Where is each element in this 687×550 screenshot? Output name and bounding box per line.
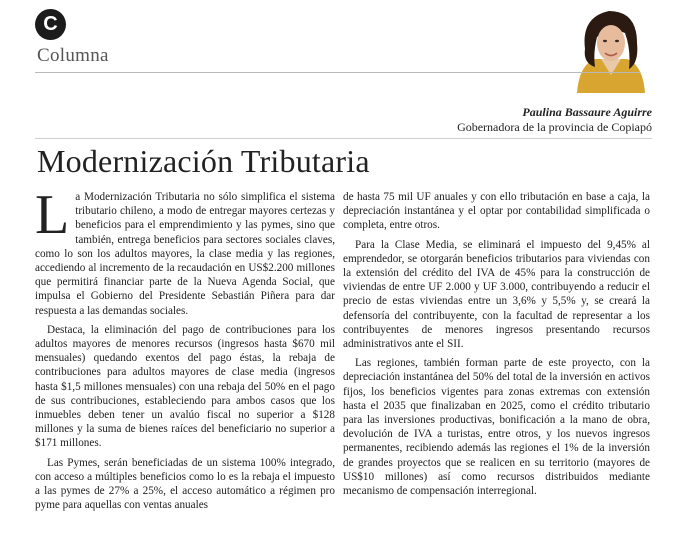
author-photo	[571, 3, 651, 93]
article-paragraph	[35, 184, 335, 318]
article-column-right	[343, 190, 650, 503]
drop-cap: L	[35, 184, 70, 246]
article-paragraph: Para la Clase Media, se eliminará el impuesto del 9,45% al emprendedor, se otorgarán beneficios tributarios para viviendas con la extensión del crédito del IVA de 45% para la construcción de viviendas de entre UF 2.000 y UF 3.000, contribuyendo a reducir el precio de estas viviendas entre un 3,6% y 5,5% y, se creará la defensoría del contribuyente, con la facultad de representar a los contribuyentes de menores ingresos presentando recursos administrativos ante el SII.	[343, 238, 650, 351]
article-column-left	[35, 184, 335, 517]
article-paragraph: Las Pymes, serán beneficiadas de un sistema 100% integrado, con acceso a múltiples beneficios como lo es la rebaja el impuesto a las pymes de 27% a 25%, el acceso automático a régimen pro pyme para aquellas con ventas anuales	[35, 456, 335, 512]
section-label: Columna	[37, 45, 109, 66]
paragraph-text: a Modernización Tributaria no sólo simplifica el sistema tributario chileno, a modo de entregar mayores certezas y beneficios para el emprendimiento y las pymes, sino que también, entrega beneficios para sectores sociales claves, como lo son los adultos mayores, la clase media y las regiones, accediendo al incremento de la recaudación en US$2.200 millones que permitirá financiar parte de la Nueva Agenda Social, que impulsa el Gobierno del Presidente Sebastián Piñera para dar respuesta a las demandas sociales.	[35, 191, 335, 317]
author-block	[457, 105, 652, 135]
author-role: Gobernadora de la provincia de Copiapó	[457, 120, 652, 134]
top-divider	[35, 72, 640, 73]
headline-divider	[35, 138, 652, 139]
article-headline: Modernización Tributaria	[37, 143, 370, 179]
column-badge: C	[35, 9, 66, 40]
article-paragraph: Destaca, la eliminación del pago de contribuciones para los adultos mayores de menores recursos (ingresos hasta $670 mil mensuales) quedando exentos del pago éstas, la rebaja de contribuciones para adultos mayores de clase media (ingresos hasta $1,5 millones mensuales) con una rebaja del 50% en el pago de sus contribuciones, estableciendo para ambos casos que los inmuebles deben tener un avalúo fiscal no superior a $128 millones y la suma de bienes raíces del beneficiario no superior a $171 millones.	[35, 323, 335, 450]
article-paragraph: de hasta 75 mil UF anuales y con ello tributación en base a caja, la depreciación instantánea y el optar por contabilidad simplificada o completa, entre otros.	[343, 191, 650, 232]
article-paragraph: Las regiones, también forman parte de este proyecto, con la depreciación instantánea del 50% del total de la inversión en activos fijos, los beneficios vigentes para zonas extremas con extensión hasta el 2035 que finalizaban en 2025, como el crédito tributario para las inversiones productivas, bonificación a la mano de obra, devolución de IVA a turistas, entre otros, y los nuevos ingresos permanentes, recibiendo además las regiones el 1% de la inversión de grandes proyectos que se realicen en su territorio (mayores de US$10 millones) así como recursos distribuidos mediante mecanismo de compensación interregional.	[343, 357, 650, 498]
author-name: Paulina Bassaure Aguirre	[522, 105, 652, 119]
